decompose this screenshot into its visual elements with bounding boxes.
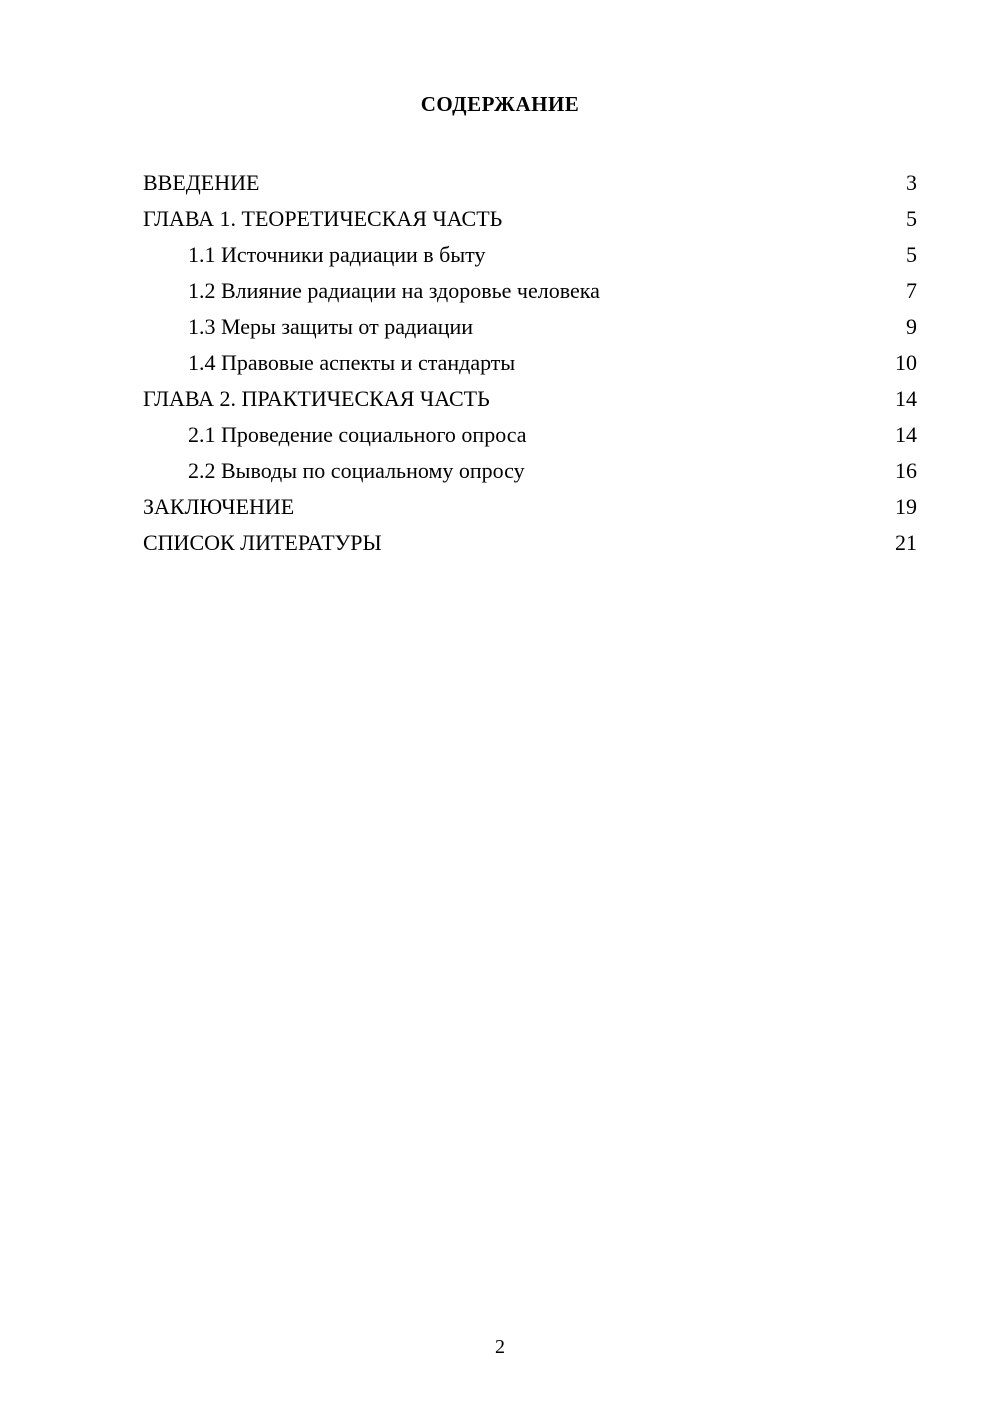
toc-entry-page: 16 xyxy=(895,458,917,483)
toc-entry[interactable] xyxy=(143,525,917,561)
toc-entry-label: 1.3 Меры защиты от радиации xyxy=(188,314,474,339)
toc-entry[interactable] xyxy=(143,309,917,345)
toc-entry-page: 19 xyxy=(895,494,917,519)
toc-entry-page: 9 xyxy=(906,314,917,339)
toc-entry-page: 7 xyxy=(906,278,917,303)
page-number-footer: 2 xyxy=(495,1336,505,1358)
table-of-contents xyxy=(143,165,917,561)
toc-entry[interactable] xyxy=(143,489,917,525)
toc-entry[interactable] xyxy=(143,237,917,273)
toc-entry-label: СПИСОК ЛИТЕРАТУРЫ xyxy=(143,530,382,555)
toc-entry-label: 2.1 Проведение социального опроса xyxy=(188,422,527,447)
toc-entry-label: 1.2 Влияние радиации на здоровье человека xyxy=(188,278,600,303)
toc-entry-label: ВВЕДЕНИЕ xyxy=(143,170,260,195)
toc-entry-page: 10 xyxy=(895,350,917,375)
toc-entry-page: 3 xyxy=(906,170,917,195)
toc-entry-page: 14 xyxy=(895,386,917,411)
toc-entry[interactable] xyxy=(143,273,917,309)
toc-entry[interactable] xyxy=(143,165,917,201)
toc-entry-label: 1.1 Источники радиации в быту xyxy=(188,242,486,267)
toc-entry-page: 14 xyxy=(895,422,917,447)
toc-entry[interactable] xyxy=(143,345,917,381)
toc-entry-label: 1.4 Правовые аспекты и стандарты xyxy=(188,350,516,375)
toc-entry[interactable] xyxy=(143,381,917,417)
toc-entry-page: 21 xyxy=(895,530,917,555)
toc-entry-label: 2.2 Выводы по социальному опросу xyxy=(188,458,525,483)
toc-entry-label: ЗАКЛЮЧЕНИЕ xyxy=(143,494,295,519)
page-title: СОДЕРЖАНИЕ xyxy=(420,92,580,116)
toc-entry[interactable] xyxy=(143,201,917,237)
toc-entry-label: ГЛАВА 2. ПРАКТИЧЕСКАЯ ЧАСТЬ xyxy=(143,386,490,411)
toc-entry[interactable] xyxy=(143,453,917,489)
toc-entry-page: 5 xyxy=(906,242,917,267)
toc-entry-page: 5 xyxy=(906,206,917,231)
toc-entry-label: ГЛАВА 1. ТЕОРЕТИЧЕСКАЯ ЧАСТЬ xyxy=(143,206,503,231)
toc-entry[interactable] xyxy=(143,417,917,453)
